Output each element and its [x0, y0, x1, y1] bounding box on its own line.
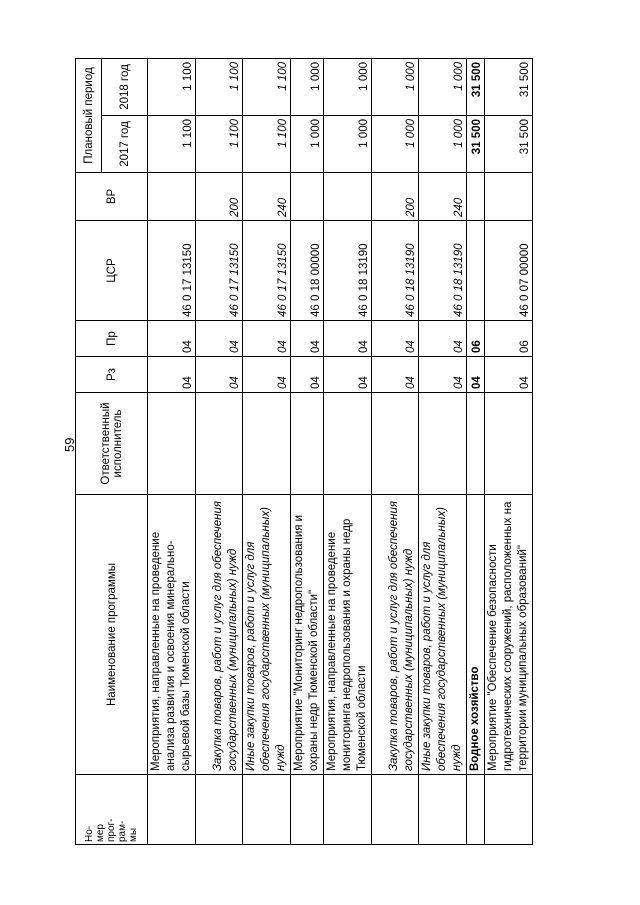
cell-program-number — [467, 775, 485, 845]
cell-responsible — [291, 393, 324, 495]
cell-vr: 200 — [196, 173, 243, 221]
cell-program-name: Закупка товаров, работ и услуг для обеспечения государственных (муниципальных) нужд — [196, 495, 243, 775]
table-row — [467, 58, 485, 844]
cell-program-number — [148, 775, 196, 845]
cell-responsible — [148, 393, 196, 495]
cell-program-name: Иные закупки товаров, работ и услуг для обеспечения государственных (муниципальных) нужд — [243, 495, 291, 775]
cell-pr: 06 — [485, 321, 533, 357]
cell-vr: 240 — [419, 173, 467, 221]
cell-rz: 04 — [372, 357, 419, 393]
header-vr: ВР — [76, 173, 148, 221]
header-pr: Пр — [76, 321, 148, 357]
header-csr: ЦСР — [76, 221, 148, 321]
cell-vr — [467, 173, 485, 221]
cell-rz: 04 — [485, 357, 533, 393]
cell-pr: 04 — [196, 321, 243, 357]
cell-year-2018: 1 100 — [243, 58, 291, 115]
budget-table — [75, 58, 533, 845]
cell-program-name: Мероприятие "Обеспечение безопасности гидротехнических сооружений, расположенных на территории муниципальных образований" — [485, 495, 533, 775]
cell-year-2017: 1 000 — [324, 116, 372, 173]
cell-csr: 46 0 17 13150 — [148, 221, 196, 321]
cell-csr: 46 0 07 00000 — [485, 221, 533, 321]
cell-csr: 46 0 17 13150 — [243, 221, 291, 321]
cell-responsible — [324, 393, 372, 495]
cell-pr: 04 — [148, 321, 196, 357]
cell-program-name: Мероприятия, направленные на проведение анализа развития и освоения минерально-сырьевой базы Тюменской области — [148, 495, 196, 775]
cell-year-2018: 1 000 — [324, 58, 372, 115]
cell-year-2017: 1 100 — [243, 116, 291, 173]
cell-pr: 04 — [372, 321, 419, 357]
cell-vr — [148, 173, 196, 221]
cell-year-2017: 1 000 — [419, 116, 467, 173]
cell-rz: 04 — [148, 357, 196, 393]
cell-year-2018: 31 500 — [485, 58, 533, 115]
table-row — [148, 58, 196, 844]
cell-csr — [467, 221, 485, 321]
cell-program-number — [243, 775, 291, 845]
cell-rz: 04 — [291, 357, 324, 393]
table-row — [291, 58, 324, 844]
cell-year-2018: 1 000 — [291, 58, 324, 115]
cell-rz: 04 — [324, 357, 372, 393]
cell-vr — [324, 173, 372, 221]
cell-csr: 46 0 18 00000 — [291, 221, 324, 321]
cell-year-2018: 31 500 — [467, 58, 485, 115]
cell-program-number — [419, 775, 467, 845]
cell-vr: 200 — [372, 173, 419, 221]
cell-program-name: Закупка товаров, работ и услуг для обеспечения государственных (муниципальных) нужд — [372, 495, 419, 775]
cell-year-2017: 31 500 — [467, 116, 485, 173]
cell-rz: 04 — [467, 357, 485, 393]
cell-vr: 240 — [243, 173, 291, 221]
cell-year-2017: 1 000 — [372, 116, 419, 173]
header-planning-period: Плановый период — [76, 58, 102, 172]
cell-program-number — [196, 775, 243, 845]
table-row — [485, 58, 533, 844]
page-number: 59 — [62, 437, 77, 452]
cell-pr: 06 — [467, 321, 485, 357]
cell-program-name: Мероприятие "Мониторинг недропользования и охраны недр Тюменской области" — [291, 495, 324, 775]
cell-pr: 04 — [243, 321, 291, 357]
cell-responsible — [196, 393, 243, 495]
table-row — [419, 58, 467, 844]
cell-year-2017: 1 100 — [148, 116, 196, 173]
table-row — [196, 58, 243, 844]
cell-program-name: Водное хозяйство — [467, 495, 485, 775]
cell-rz: 04 — [243, 357, 291, 393]
cell-year-2018: 1 000 — [419, 58, 467, 115]
header-program-number: Но- мер прог- рам- мы — [76, 775, 148, 845]
cell-year-2017: 31 500 — [485, 116, 533, 173]
cell-pr: 04 — [419, 321, 467, 357]
header-year-2018: 2018 год — [102, 58, 148, 115]
cell-pr: 04 — [291, 321, 324, 357]
cell-vr — [485, 173, 533, 221]
header-year-2017: 2017 год — [102, 116, 148, 173]
table-body — [148, 58, 533, 844]
cell-responsible — [485, 393, 533, 495]
cell-responsible — [419, 393, 467, 495]
cell-csr: 46 0 17 13150 — [196, 221, 243, 321]
cell-year-2018: 1 100 — [148, 58, 196, 115]
cell-csr: 46 0 18 13190 — [372, 221, 419, 321]
cell-program-number — [372, 775, 419, 845]
cell-rz: 04 — [196, 357, 243, 393]
cell-year-2018: 1 100 — [196, 58, 243, 115]
header-rz: Рз — [76, 357, 148, 393]
cell-year-2017: 1 000 — [291, 116, 324, 173]
cell-responsible — [243, 393, 291, 495]
cell-csr: 46 0 18 13190 — [324, 221, 372, 321]
table-row — [372, 58, 419, 844]
cell-program-name: Мероприятия, направленные на проведение мониторинга недропользования и охраны недр Тюменской области — [324, 495, 372, 775]
cell-responsible — [467, 393, 485, 495]
rotated-table-wrapper — [75, 59, 550, 845]
cell-year-2017: 1 100 — [196, 116, 243, 173]
cell-rz: 04 — [419, 357, 467, 393]
cell-vr — [291, 173, 324, 221]
cell-program-number — [485, 775, 533, 845]
table-row — [324, 58, 372, 844]
cell-year-2018: 1 000 — [372, 58, 419, 115]
header-responsible: Ответственный исполнитель — [76, 393, 148, 495]
cell-pr: 04 — [324, 321, 372, 357]
cell-responsible — [372, 393, 419, 495]
cell-csr: 46 0 18 13190 — [419, 221, 467, 321]
cell-program-name: Иные закупки товаров, работ и услуг для обеспечения государственных (муниципальных) нужд — [419, 495, 467, 775]
cell-program-number — [324, 775, 372, 845]
header-program-name: Наименование программы — [76, 495, 148, 775]
cell-program-number — [291, 775, 324, 845]
table-row — [243, 58, 291, 844]
